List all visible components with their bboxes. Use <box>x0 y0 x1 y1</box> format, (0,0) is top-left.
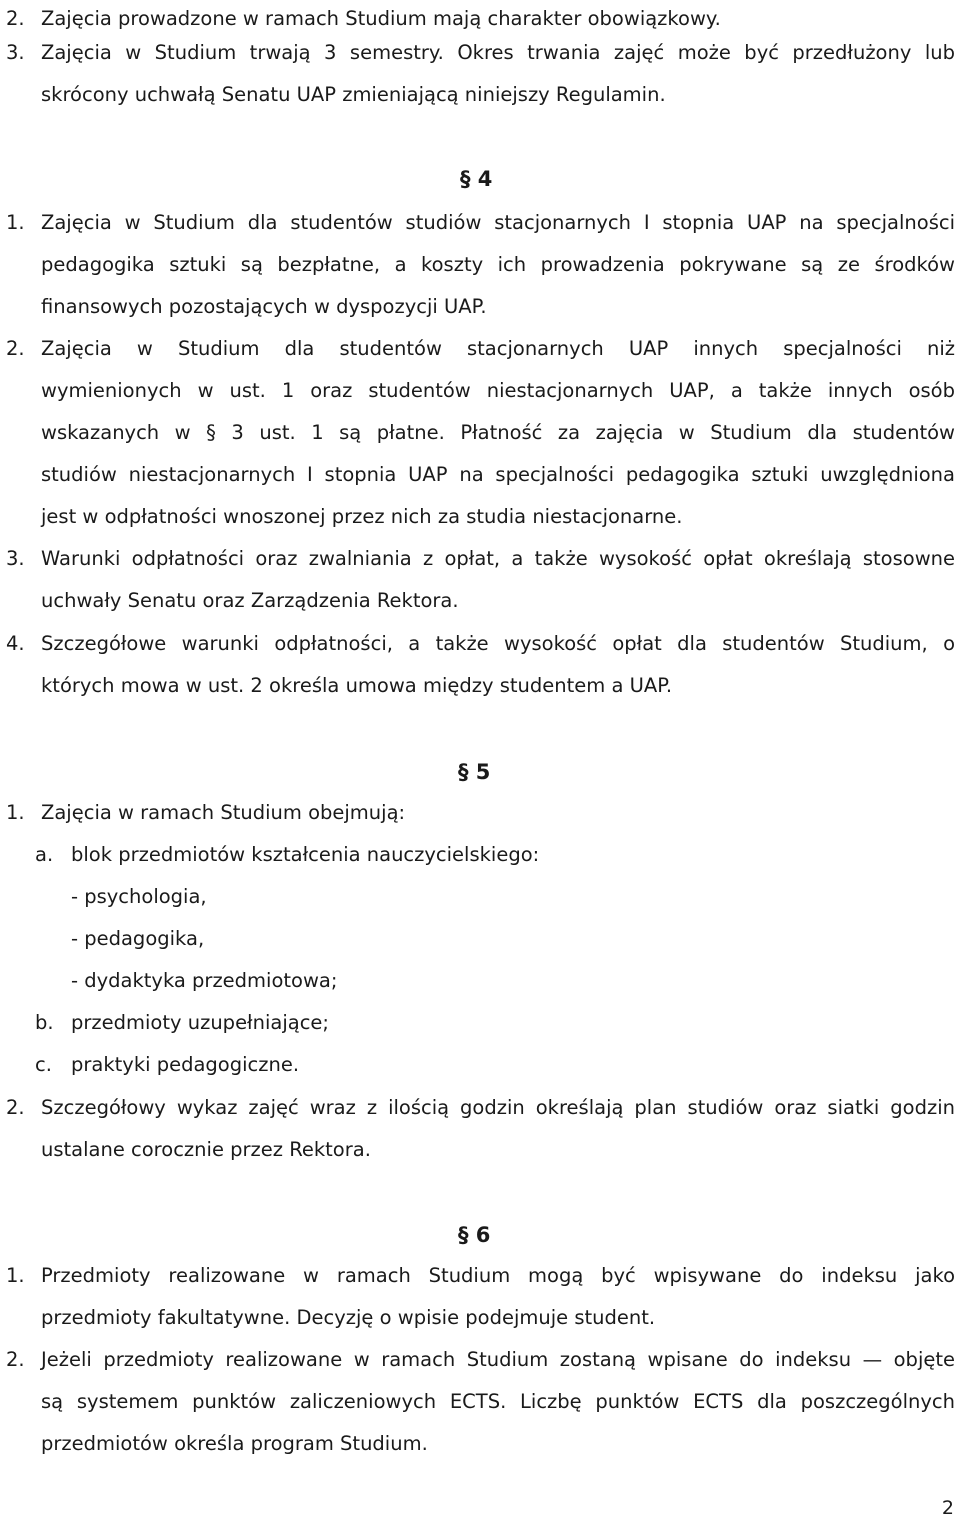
sub-item-text: przedmioty uzupełniające; <box>71 1011 329 1034</box>
sub-item-text: praktyki pedagogiczne. <box>71 1053 300 1076</box>
sub-item-letter: a. <box>35 843 54 866</box>
item-text-line: Przedmioty realizowane w ramach Studium mogą być wpisywane do indeksu jako <box>41 1264 955 1287</box>
item-text-line: Szczegółowe warunki odpłatności, a także wysokość opłat dla studentów Studium, o <box>41 632 955 655</box>
item-text-line: wskazanych w § 3 ust. 1 są płatne. Płatność za zajęcia w Studium dla studentów <box>41 421 955 444</box>
item-number: 1. <box>6 801 25 824</box>
item-text-line: Zajęcia w Studium trwają 3 semestry. Okres trwania zajęć może być przedłużony lub <box>41 41 955 64</box>
item-text-line: przedmioty fakultatywne. Decyzję o wpisie podejmuje student. <box>41 1306 656 1329</box>
item-text-line: wymienionych w ust. 1 oraz studentów niestacjonarnych UAP, a także innych osób <box>41 379 955 402</box>
dash-list-item: - dydaktyka przedmiotowa; <box>71 969 338 992</box>
item-number: 3. <box>6 41 25 64</box>
sub-item-letter: c. <box>35 1053 52 1076</box>
item-text-line: ustalane corocznie przez Rektora. <box>41 1138 371 1161</box>
item-number: 2. <box>6 1096 25 1119</box>
dash-list-item: - pedagogika, <box>71 927 205 950</box>
item-text-line: jest w odpłatności wnoszonej przez nich za studia niestacjonarne. <box>41 505 683 528</box>
section-heading: § 4 <box>460 167 493 191</box>
item-text-line: Jeżeli przedmioty realizowane w ramach Studium zostaną wpisane do indeksu — objęte <box>41 1348 955 1371</box>
section-heading: § 6 <box>458 1223 491 1247</box>
item-number: 3. <box>6 547 25 570</box>
item-text-line: Warunki odpłatności oraz zwalniania z opłat, a także wysokość opłat określają stosowne <box>41 547 955 570</box>
item-text-line: pedagogika sztuki są bezpłatne, a koszty ich prowadzenia pokrywane są ze środków <box>41 253 955 276</box>
item-text-line: Zajęcia w Studium dla studentów stacjonarnych UAP innych specjalności niż <box>41 337 955 360</box>
item-number: 1. <box>6 1264 25 1287</box>
item-text-line: przedmiotów określa program Studium. <box>41 1432 428 1455</box>
item-number: 2. <box>6 337 25 360</box>
dash-list-item: - psychologia, <box>71 885 207 908</box>
item-text-line: są systemem punktów zaliczeniowych ECTS. Liczbę punktów ECTS dla poszczególnych <box>41 1390 955 1413</box>
item-number: 2. <box>6 1348 25 1371</box>
item-text-line: Szczegółowy wykaz zajęć wraz z ilością godzin określają plan studiów oraz siatki godzin <box>41 1096 955 1119</box>
section-heading: § 5 <box>458 760 491 784</box>
item-number: 2. <box>6 7 25 30</box>
item-text-line: których mowa w ust. 2 określa umowa między studentem a UAP. <box>41 674 673 697</box>
item-text-line: Zajęcia prowadzone w ramach Studium mają charakter obowiązkowy. <box>41 7 721 30</box>
item-text-line: Zajęcia w ramach Studium obejmują: <box>41 801 406 824</box>
page-number: 2 <box>941 1497 954 1519</box>
item-text-line: Zajęcia w Studium dla studentów studiów stacjonarnych I stopnia UAP na specjalności <box>41 211 955 234</box>
sub-item-letter: b. <box>35 1011 54 1034</box>
item-text-line: studiów niestacjonarnych I stopnia UAP na specjalności pedagogika sztuki uwzględniona <box>41 463 955 486</box>
item-text-line: skrócony uchwałą Senatu UAP zmieniającą niniejszy Regulamin. <box>41 83 666 106</box>
item-text-line: uchwały Senatu oraz Zarządzenia Rektora. <box>41 589 459 612</box>
item-number: 1. <box>6 211 25 234</box>
item-number: 4. <box>6 632 25 655</box>
sub-item-text: blok przedmiotów kształcenia nauczycielskiego: <box>71 843 540 866</box>
item-text-line: finansowych pozostających w dyspozycji UAP. <box>41 295 487 318</box>
